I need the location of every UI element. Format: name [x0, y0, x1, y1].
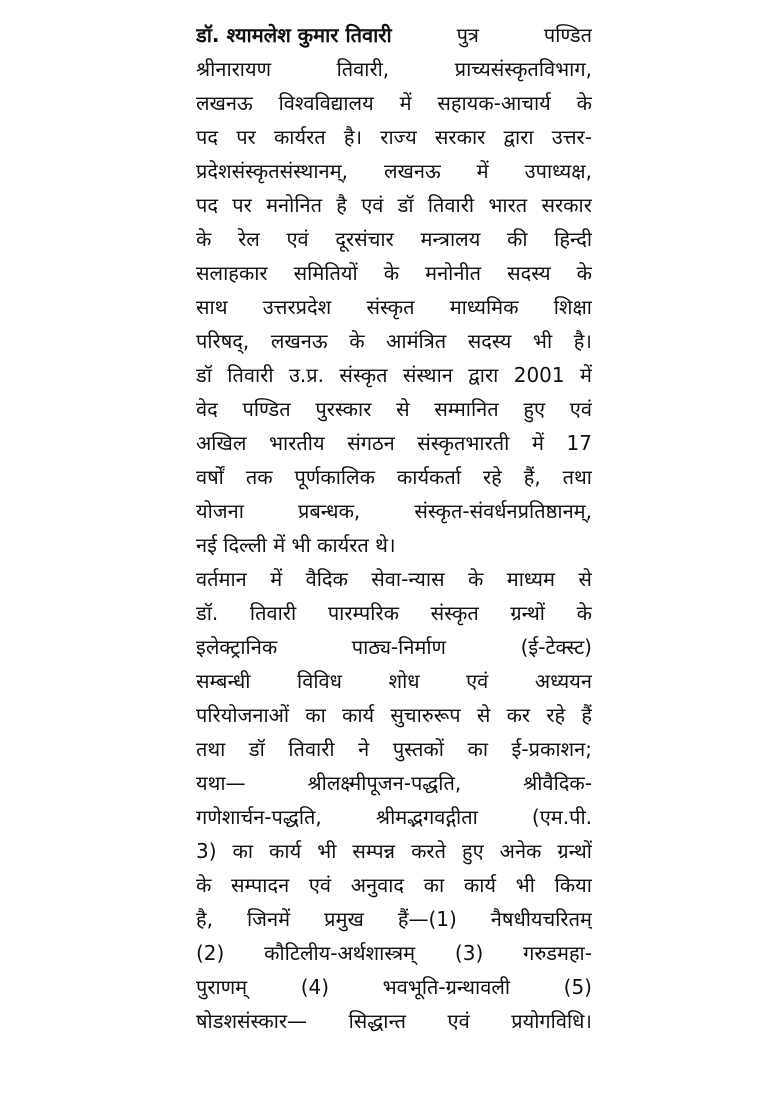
word: कार्य [269, 839, 302, 863]
word: की [506, 227, 528, 251]
word: एवं [569, 397, 592, 421]
word: पण्डित [242, 397, 291, 421]
word: के [576, 261, 592, 285]
word: ग्रन्थों [510, 601, 545, 625]
text-line-15 [196, 494, 592, 528]
word: सम्बन्धी [196, 669, 251, 693]
word: सम्मानित [434, 397, 499, 421]
word: में [531, 431, 544, 455]
word: अनेक [499, 839, 542, 863]
word: हुए [462, 839, 484, 863]
word: सहायक-आचार्य [437, 91, 551, 115]
text-line-4 [196, 120, 592, 154]
word: कार्यकर्ता [396, 465, 462, 489]
word: इलेक्ट्रानिक [196, 635, 278, 659]
word: है। [573, 329, 592, 353]
word: सदस्य [507, 261, 551, 285]
word: तिवारी [249, 601, 297, 625]
word: जिनमें [247, 907, 291, 931]
word: नैषधीयचरितम् [490, 907, 592, 931]
word: द्वारा [468, 363, 499, 387]
word: प्रदेशसंस्कृतसंस्थानम्, [196, 159, 348, 183]
word: कार्य [463, 873, 497, 897]
word: डॉ [397, 193, 414, 217]
word: से [476, 703, 491, 727]
word: है, [196, 907, 213, 931]
word: संस्कृत [430, 601, 479, 625]
word: रहे [546, 703, 566, 727]
word: सेवा-न्यास [371, 567, 445, 591]
text-line-18 [196, 596, 592, 630]
word: लखनऊ [196, 91, 253, 115]
word: वेद [196, 397, 218, 421]
word: डॉ [196, 363, 212, 387]
word: वर्तमान [196, 567, 247, 591]
word: का [232, 839, 254, 863]
word: पद [196, 125, 218, 149]
word: हैं [581, 703, 592, 727]
word: कार्यरत [273, 125, 326, 149]
word: कौटिलीय-अर्थशास्त्रम् [264, 941, 416, 965]
word: है [336, 193, 347, 217]
text-line-2 [196, 52, 592, 86]
word: गरुडमहा- [523, 941, 592, 965]
word: उपाध्यक्ष, [524, 159, 592, 183]
text-line-7 [196, 222, 592, 256]
word: राज्य [380, 125, 417, 149]
word: तिवारी [288, 737, 335, 761]
word: सलाहकार [196, 261, 268, 285]
word: प्रमुख [324, 907, 364, 931]
word: (4) [300, 975, 330, 999]
word: सरकार [541, 193, 592, 217]
word: हिन्दी [554, 227, 592, 251]
bio-paragraph [196, 18, 592, 1098]
word: द्वारा [503, 125, 534, 149]
word: ने [358, 737, 370, 761]
word: के [576, 91, 592, 115]
word: तिवारी [427, 193, 475, 217]
word: किया [554, 873, 592, 897]
word: षोडशसंस्कार— [196, 1009, 308, 1033]
text-line-14 [196, 460, 592, 494]
word: सिद्धान्त [348, 1009, 406, 1033]
word: पुस्तकों [392, 737, 444, 761]
paragraph-end-line: नई दिल्ली में भी कार्यरत थे। [196, 533, 396, 557]
word: एवं [447, 1009, 470, 1033]
word: साथ [196, 295, 228, 319]
word: का [467, 737, 488, 761]
word: तिवारी [227, 363, 274, 387]
word: एवं [286, 227, 309, 251]
word: गणेशार्चन-पद्धति, [196, 805, 322, 829]
word: पद [196, 193, 218, 217]
text-line-11 [196, 358, 592, 392]
word: (एम.पी. [531, 805, 592, 829]
text-line-6 [196, 188, 592, 222]
word: (5) [563, 975, 592, 999]
text-line-19 [196, 630, 592, 664]
word: समितियों [293, 261, 358, 285]
word: कार्य [342, 703, 375, 727]
word: तथा [562, 465, 592, 489]
word: का [423, 873, 445, 897]
word: संस्कृत-संवर्धनप्रतिष्ठानम्, [414, 499, 592, 523]
word: हुए [523, 397, 546, 421]
word: से [396, 397, 410, 421]
text-line-27 [196, 902, 592, 936]
word: संस्कृतभारती [417, 431, 510, 455]
word: प्रयोगविधि। [511, 1009, 592, 1033]
word: संस्कृत [366, 295, 415, 319]
word: शोध [388, 669, 420, 693]
text-line-5 [196, 154, 592, 188]
text-line-28 [196, 936, 592, 970]
text-line-23 [196, 766, 592, 800]
word: वैदिक [305, 567, 348, 591]
word: करते [411, 839, 447, 863]
word: लखनऊ [383, 159, 441, 183]
word: के [467, 567, 484, 591]
word: मनोनीत [425, 261, 482, 285]
word: श्रीनारायण [196, 57, 272, 81]
word: उ.प्र. [288, 363, 325, 387]
word: अनुवाद [350, 873, 405, 897]
text-line-9 [196, 290, 592, 324]
text-line-8 [196, 256, 592, 290]
word: (2) [196, 941, 225, 965]
word: के [196, 227, 212, 251]
word: श्रीवैदिक- [523, 771, 592, 795]
word: भारत [488, 193, 528, 217]
word: 3) [196, 839, 217, 863]
text-line-3 [196, 86, 592, 120]
word: में [399, 91, 412, 115]
word: माध्यमिक [449, 295, 519, 319]
word: पाठ्य-निर्माण [351, 635, 447, 659]
word: में [270, 567, 283, 591]
word: आमंत्रित [386, 329, 447, 353]
word: उत्तरप्रदेश [262, 295, 332, 319]
text-line-20 [196, 664, 592, 698]
word: परियोजनाओं [196, 703, 290, 727]
word: विश्वविद्यालय [278, 91, 374, 115]
word: डॉ [248, 737, 265, 761]
word: परिषद्, [196, 329, 250, 353]
word: अखिल [196, 431, 247, 455]
word: पुरस्कार [315, 397, 372, 421]
word: सम्पादन [231, 873, 290, 897]
word: पुत्र [456, 23, 479, 47]
word: भी [532, 329, 553, 353]
word: विविध [297, 669, 342, 693]
text-line-12 [196, 392, 592, 426]
word: दूरसंचार [335, 227, 394, 251]
word: से [578, 567, 592, 591]
word: के [196, 873, 212, 897]
word: भी [317, 839, 337, 863]
word: एवं [361, 193, 384, 217]
word: पुराणम् [196, 975, 248, 999]
word: हैं—(1) [397, 907, 457, 931]
word: श्रीलक्ष्मीपूजन-पद्धति, [307, 771, 462, 795]
word: सम्पन्न [352, 839, 396, 863]
word: शिक्षा [553, 295, 592, 319]
word: यथा— [196, 771, 246, 795]
word: प्राच्यसंस्कृतविभाग, [454, 57, 592, 81]
word: लखनऊ [270, 329, 328, 353]
word: प्रबन्धक, [297, 499, 361, 523]
word: भी [515, 873, 535, 897]
word: के [576, 601, 592, 625]
word: पर [236, 125, 256, 149]
word: पर [232, 193, 252, 217]
word: सरकार [434, 125, 486, 149]
word: संस्कृत [339, 363, 388, 387]
text-line-21 [196, 698, 592, 732]
word: पूर्णकालिक [294, 465, 375, 489]
word: सुचारुरूप [390, 703, 461, 727]
text-line-29 [196, 970, 592, 1004]
word: के [349, 329, 365, 353]
word: तिवारी, [336, 57, 390, 81]
text-line-26 [196, 868, 592, 902]
word: में [476, 159, 489, 183]
word: का [305, 703, 326, 727]
word: तथा [196, 737, 226, 761]
word: भवभूति-ग्रन्थावली [382, 975, 511, 999]
word: (ई-टेक्स्ट) [520, 635, 592, 659]
word: ई-प्रकाशन; [511, 737, 592, 761]
text-line-25 [196, 834, 592, 868]
word: उत्तर- [551, 125, 592, 149]
word: एवं [308, 873, 332, 897]
word: डॉ. [196, 601, 219, 625]
word: के [383, 261, 400, 285]
text-line-16 [196, 528, 592, 562]
text-line-13 [196, 426, 592, 460]
word: है। [343, 125, 363, 149]
text-line-30 [196, 1004, 592, 1038]
word: 17 [566, 431, 592, 455]
word: ग्रन्थों [557, 839, 592, 863]
word: मन्त्रालय [420, 227, 481, 251]
word: मनोनित [266, 193, 323, 217]
word: हैं, [523, 465, 541, 489]
word: कर [506, 703, 531, 727]
word: संगठन [347, 431, 395, 455]
word: 2001 [513, 363, 565, 387]
word: वर्षों [196, 465, 224, 489]
word: योजना [196, 499, 244, 523]
text-line-1 [196, 18, 592, 52]
word: रेल [238, 227, 260, 251]
word: (3) [454, 941, 484, 965]
word: एवं [466, 669, 489, 693]
author-name: डॉ. श्यामलेश कुमार तिवारी [196, 23, 392, 47]
word: सदस्य [467, 329, 512, 353]
word: पारम्परिक [327, 601, 399, 625]
word: अध्ययन [534, 669, 592, 693]
word: पण्डित [543, 23, 592, 47]
word: माध्यम [506, 567, 555, 591]
word: तक [245, 465, 273, 489]
word: रहे [482, 465, 502, 489]
text-line-22 [196, 732, 592, 766]
text-line-24 [196, 800, 592, 834]
word: में [580, 363, 592, 387]
word: श्रीमद्भगवद्गीता [375, 805, 478, 829]
word: संस्थान [402, 363, 453, 387]
text-line-10 [196, 324, 592, 358]
text-line-17 [196, 562, 592, 596]
word: भारतीय [268, 431, 325, 455]
